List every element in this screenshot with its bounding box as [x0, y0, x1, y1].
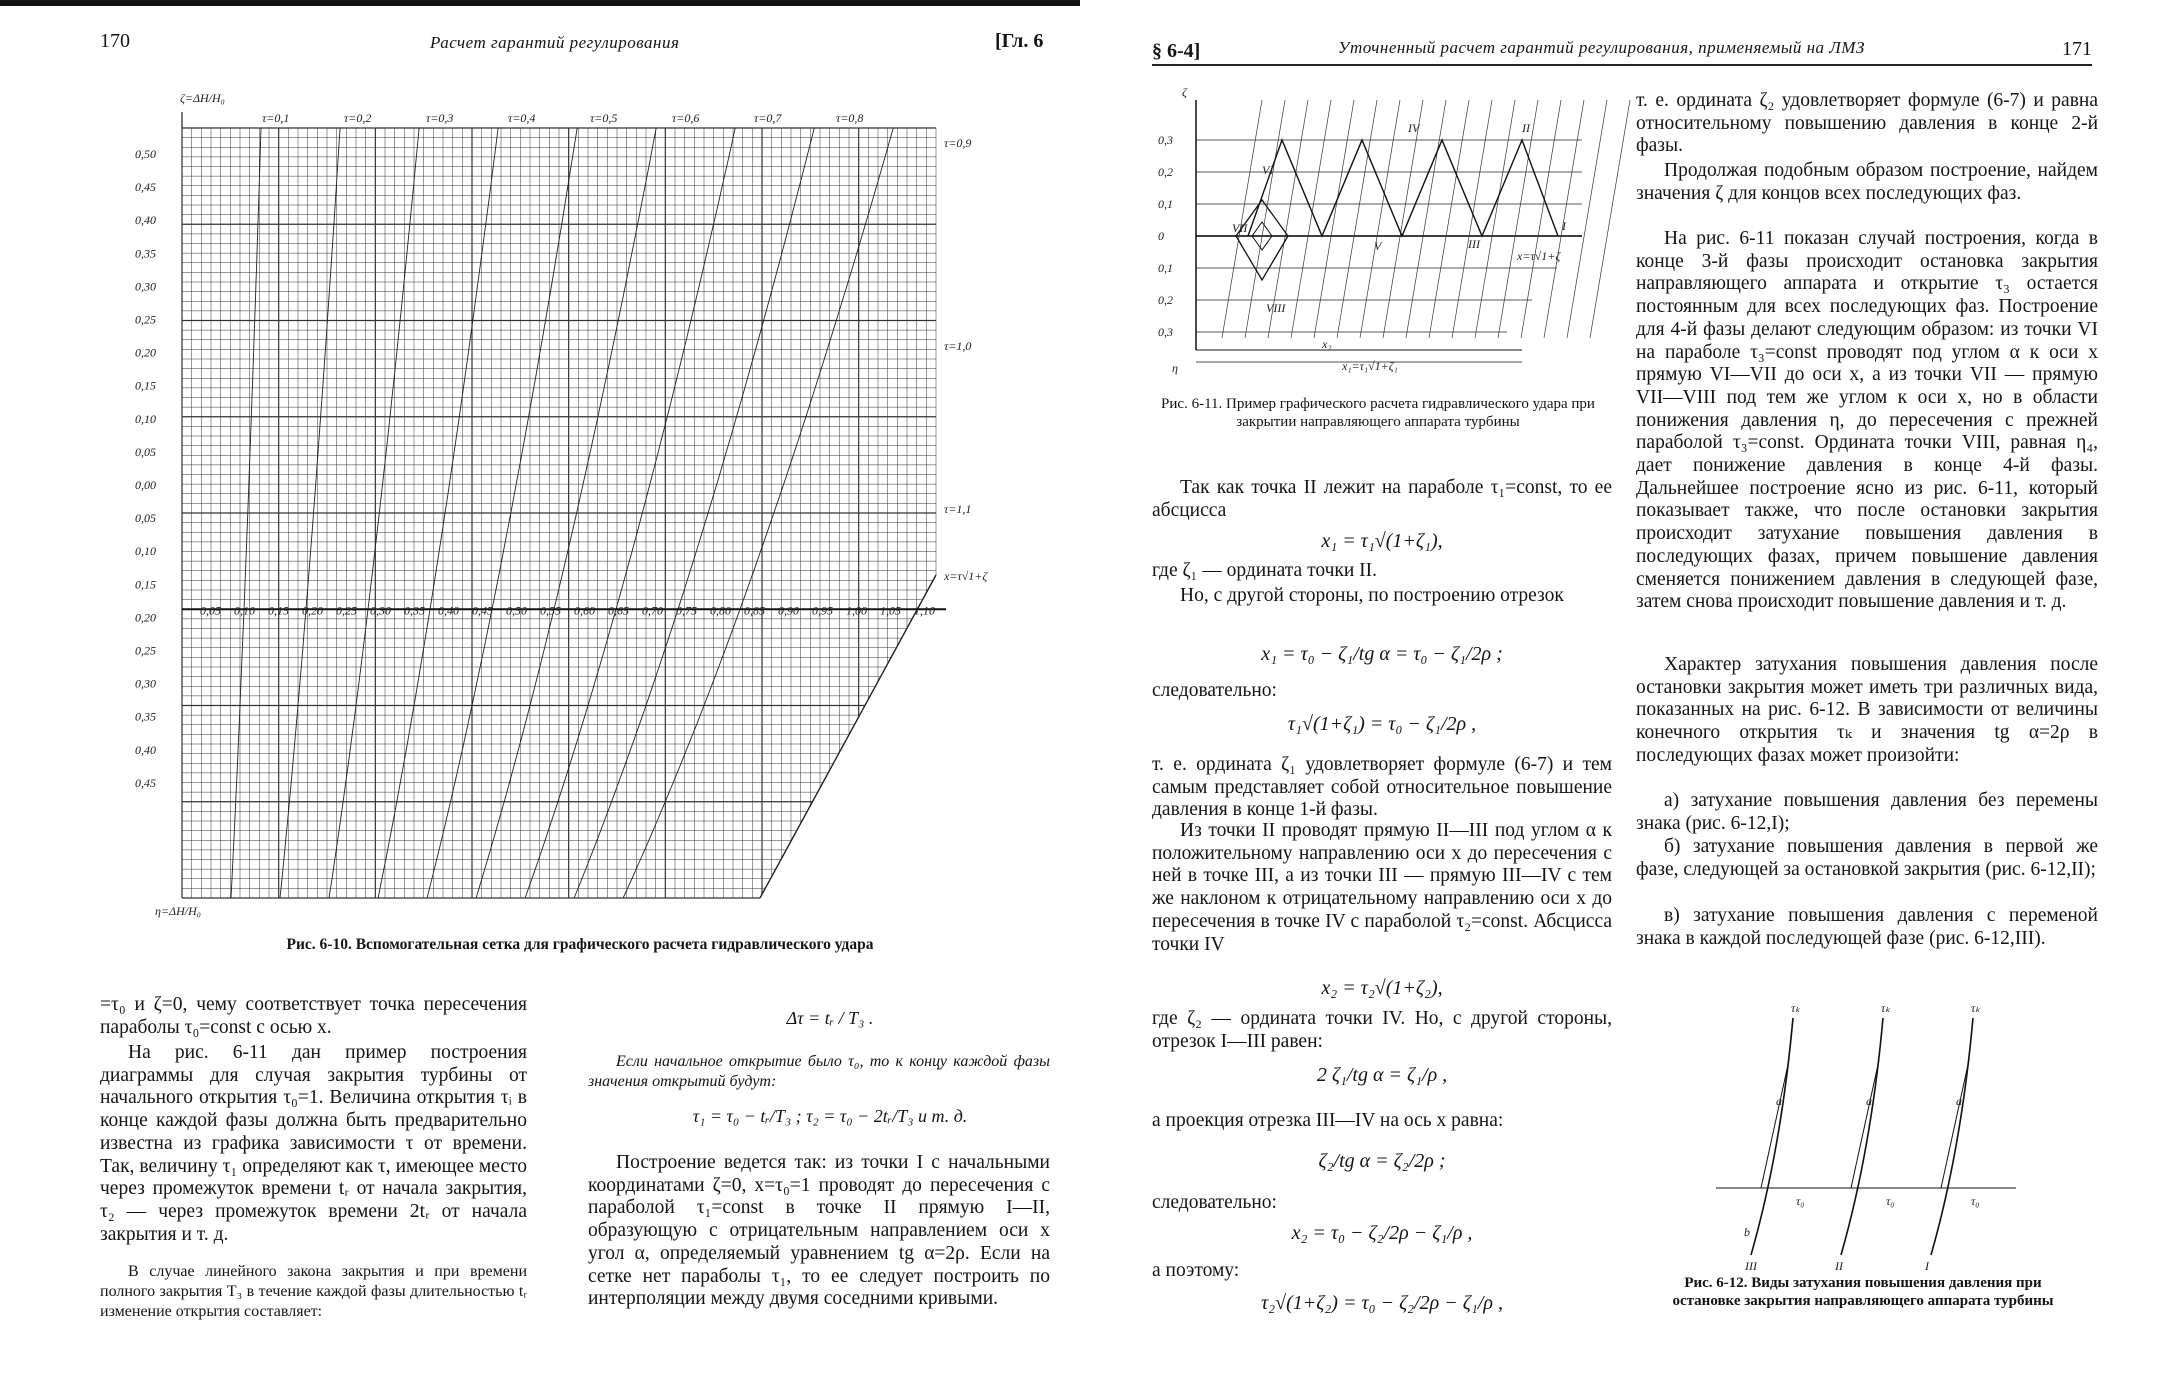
figure-6-10-grid: [0, 0, 1000, 918]
right-eq8: τ₂√(1+ζ₂) = τ₀ − ζ₂/2ρ − ζ₁/ρ ,: [1261, 1292, 1503, 1314]
tau-label: τ=0,4: [508, 111, 536, 125]
fig612-a: a: [1776, 1094, 1782, 1108]
x-tick-label: 0,70: [642, 603, 663, 618]
x-tick-label: 0,60: [574, 603, 595, 618]
fig612-b: b: [1744, 1225, 1750, 1239]
right-col1-p3: Но, с другой стороны, по построению отрезок: [1180, 585, 1564, 606]
x-tick-label: 0,30: [370, 603, 391, 618]
right-col2-p7: в) затухание повышения давления с переменой знака в каждой последующей фазе (рис. 6-12,III).: [1636, 905, 2098, 949]
fig611-tick: 0,2: [1158, 293, 1173, 307]
x-tick-label: 1,00: [846, 603, 867, 618]
fig611-roman: IV: [1408, 121, 1420, 135]
fig611-zigzag: [1248, 140, 1558, 236]
right-col2-p6: б) затухание повышения давления в первой же фазе, следующей за остановкой закрытия (рис. 6-12,II);: [1636, 836, 2098, 880]
fig611-tau-line: [1567, 100, 1607, 338]
fig612-a: a: [1866, 1094, 1872, 1108]
fig611-tau-line: [1360, 100, 1400, 338]
fig611-tau-line: [1222, 100, 1262, 338]
fig611-roman: VIII: [1266, 301, 1286, 315]
left-col1-p3: В случае линейного закона закрытия и при времени полного закрытия T₃ в течение каждой фазы длительностью tᵣ изменение открытия составляет:: [100, 1263, 527, 1320]
tau-label-right: τ=1,1: [944, 502, 972, 516]
fig611-tau-line: [1383, 100, 1423, 338]
fig611-roman: VI: [1262, 163, 1274, 177]
fig611-tau-line: [1337, 100, 1377, 338]
fig611-x-eq: x=τ√1+ζ: [1517, 249, 1561, 263]
x-tick-label: 0,15: [268, 603, 289, 618]
tau-label: τ=0,8: [836, 111, 864, 125]
page-number: 170: [100, 30, 130, 52]
fig611-tau-line: [1590, 100, 1630, 338]
figure-6-12-diagram: [1716, 1000, 2016, 1290]
fig611-tau-line: [1429, 100, 1469, 338]
fig612-construction: [1761, 1060, 1796, 1188]
fig612-roman: I: [1925, 1259, 1929, 1273]
y-tick-label: 0,25: [135, 643, 156, 658]
y-tick-label: 0,10: [135, 544, 156, 559]
fig612-tau-0: τ₀: [1886, 1194, 1895, 1208]
right-col2-p2: Продолжая подобным образом построение, найдем значения ζ для концов всех последующих фаз.: [1636, 160, 2098, 204]
fig611-tau-line: [1521, 100, 1561, 338]
fig612-tau-k: τₖ: [1971, 1001, 1981, 1015]
chapter-label: [Гл. 6: [995, 30, 1044, 52]
fig611-roman: I: [1562, 219, 1566, 233]
fig612-tau-0: τ₀: [1796, 1194, 1805, 1208]
figure-6-12-caption: Рис. 6-12. Виды затухания повышения давления при остановке закрытия направляющего аппарата турбины: [1672, 1275, 2054, 1309]
x-axis-label: x=τ√1+ζ: [944, 569, 988, 583]
fig612-roman: II: [1835, 1259, 1843, 1273]
right-eq3: τ₁√(1+ζ₁) = τ₀ − ζ₁/2ρ ,: [1287, 713, 1477, 735]
x-tick-label: 0,25: [336, 603, 357, 618]
right-eq1: x₁ = τ₁√(1+ζ₁),: [1321, 530, 1443, 552]
fig611-x1: x₁=τ₁√1+ζ₁: [1342, 359, 1398, 373]
tau-label: τ=0,6: [672, 111, 700, 125]
right-col1-p2: где ζ₁ — ордината точки II.: [1152, 560, 1378, 581]
x-tick-label: 0,95: [812, 603, 833, 618]
fig611-eta: η: [1172, 361, 1178, 375]
right-eq7: x₂ = τ₀ − ζ₂/2ρ − ζ₁/ρ ,: [1291, 1222, 1473, 1244]
fig611-tick: 0,1: [1158, 197, 1173, 211]
fig611-tick: 0,3: [1158, 133, 1173, 147]
figure-6-11-caption: Рис. 6-11. Пример графического расчета гидравлического удара при закрытии направляющего аппарата турбины: [1161, 396, 1595, 430]
y-tick-label: 0,30: [135, 279, 156, 294]
y-tick-label: 0,30: [135, 676, 156, 691]
fig612-a: a: [1956, 1094, 1962, 1108]
x-tick-label: 0,55: [540, 603, 561, 618]
y-tick-label: 0,00: [135, 478, 156, 492]
fig611-zeta: ζ: [1182, 85, 1187, 99]
right-col1-p7: где ζ₂ — ордината точки IV. Но, с другой стороны, отрезок I—III равен:: [1152, 1008, 1612, 1052]
x-tick-label: 1,05: [880, 603, 901, 618]
left-eq-tau-values: τ₁ = τ₀ − tᵣ/T₃ ; τ₂ = τ₀ − 2tᵣ/T₃ и т. д.: [692, 1106, 968, 1126]
x-tick-label: 0,40: [438, 603, 459, 618]
tau-label: τ=0,1: [262, 111, 290, 125]
tau-label-right: τ=0,9: [944, 136, 972, 150]
fig612-roman: III: [1745, 1259, 1757, 1273]
fig612-tau-k: τₖ: [1881, 1001, 1891, 1015]
tau-label-right: τ=1,0: [944, 339, 972, 353]
left-col2-p1: Если начальное открытие было τ₀, то к концу каждой фазы значения открытий будут:: [588, 1053, 1050, 1090]
y-tick-label: 0,05: [135, 444, 156, 459]
y-tick-label: 0,20: [135, 345, 156, 360]
y-tick-label: 0,20: [135, 610, 156, 625]
grid-cut-edge: [760, 575, 936, 898]
x-tick-label: 0,75: [676, 603, 697, 618]
x-tick-label: 0,90: [778, 603, 799, 618]
fig611-roman: V: [1374, 239, 1382, 253]
y-tick-label: 0,35: [135, 246, 156, 261]
x-tick-label: 0,80: [710, 603, 731, 618]
fig611-tau-line: [1314, 100, 1354, 338]
right-eq5: 2 ζ₁/tg α = ζ₁/ρ ,: [1316, 1064, 1448, 1086]
right-col1-p6: Из точки II проводят прямую II—III под углом α к положительному направлению оси x до пересечения с ней в точке III, а из точки III — прямую III—IV с тем же наклоном к отрицательному направлению оси x до пересечения в точке IV с параболой τ₂=const. Абсцисса точки IV: [1152, 820, 1612, 955]
header-rule: [1152, 64, 2092, 66]
fig611-tau-line: [1291, 100, 1331, 338]
left-col1-p2: На рис. 6-11 дан пример построения диаграммы для случая закрытия турбины от начального открытия τ₀=1. Величина открытия τᵢ в конце каждой фазы должна быть предварительно известна из графика зависимости τ от времени. Так, величину τ₁ определяют как τ, имеющее место через промежуток времени tᵣ от начала закрытия, τ₂ — через промежуток времени 2tᵣ от начала закрытия и т. д.: [100, 1042, 527, 1245]
fig611-roman: VII: [1232, 221, 1248, 235]
x-tick-label: 0,35: [404, 603, 425, 618]
figure-6-10-caption: Рис. 6-10. Вспомогательная сетка для графического расчета гидравлического удара: [286, 936, 874, 953]
fig611-tick: 0,2: [1158, 165, 1173, 179]
fig612-tau-0: τ₀: [1971, 1194, 1980, 1208]
y-tick-label: 0,45: [135, 775, 156, 790]
fig611-tau-line: [1452, 100, 1492, 338]
y-tick-label: 0,15: [135, 577, 156, 592]
fig611-tau-line: [1498, 100, 1538, 338]
fig611-tau-line: [1406, 100, 1446, 338]
fig611-roman: II: [1522, 121, 1530, 135]
right-eq2: x₁ = τ₀ − ζ₁/tg α = τ₀ − ζ₁/2ρ ;: [1261, 643, 1503, 665]
x-tick-label: 0,05: [200, 603, 221, 618]
fig611-tick: 0,1: [1158, 261, 1173, 275]
left-col1-p1: =τ₀ и ζ=0, чему соответствует точка пересечения параболы τ₀=const с осью x.: [100, 994, 527, 1038]
fig611-tick: 0: [1158, 229, 1164, 243]
right-col1-p1: Так как точка II лежит на параболе τ₁=const, то ее абсцисса: [1152, 477, 1612, 521]
x-tick-label: 0,85: [744, 603, 765, 618]
y-tick-label: 0,45: [135, 180, 156, 195]
right-col2-p3: На рис. 6-11 показан случай построения, когда в конце 3-й фазы происходит остановка закрытия направляющего аппарата и открытие τ₃ остается постоянным для всех последующих фаз. Построение для 4-й фазы делают следующим образом: из точки VI на параболе τ₃=const проводят под углом α к оси x прямую VI—VII до оси x, а из точки VII — прямую VII—VIII под тем же углом к оси x, но в области понижения давления η, до пересечения с прежней параболой τ₃=const. Ордината точки VIII, равная η₄, дает понижение давления в конце 4-й фазы. Дальнейшее построение ясно из рис. 6-11, который показывает также, что после остановки закрытия происходит затухание повышения давления в последующих фазах, причем повышение давления сменяется понижением давления в следующей фазе, затем снова происходит повышение давления и т. д.: [1636, 228, 2098, 613]
right-page: [1088, 0, 2176, 1396]
left-col2-p2: Построение ведется так: из точки I с начальными координатами ζ=0, x=τ₀=1 проводят до пересечения с параболой τ₁=const в точке II прямую I—II, образующую с отрицательным направлением оси x угол α, определяемый уравнением tg α=2ρ. Если на сетке нет параболы τ₁, то ее следует построить по интерполяции между двумя соседними кривыми.: [588, 1152, 1050, 1310]
right-col1-p4: следовательно:: [1152, 680, 1277, 701]
left-eq-delta-tau: Δτ = tᵣ / T₃ .: [786, 1008, 874, 1028]
y-tick-label: 0,25: [135, 312, 156, 327]
right-eq4: x₂ = τ₂√(1+ζ₂),: [1321, 977, 1443, 999]
tau-label: τ=0,7: [754, 111, 782, 125]
x-tick-label: 0,20: [302, 603, 323, 618]
right-col1-p9: следовательно:: [1152, 1192, 1277, 1213]
x-tick-label: 0,50: [506, 603, 527, 618]
y-tick-label: 0,50: [135, 147, 156, 161]
fig611-x2: x₂: [1322, 337, 1332, 351]
right-col2-p1: т. е. ордината ζ₂ удовлетворяет формуле (6-7) и равна относительному повышению давления в конце 2-й фазы.: [1636, 90, 2098, 157]
tau-label: τ=0,3: [426, 111, 454, 125]
figure-6-11-diagram: [1152, 80, 1622, 400]
y-tick-label: 0,05: [135, 511, 156, 526]
right-col1-p5: т. е. ордината ζ₁ удовлетворяет формуле (6-7) и тем самым представляет собой относительное повышение давления в конце 1-й фазы.: [1152, 754, 1612, 821]
y-tick-label: 0,40: [135, 213, 156, 228]
fig612-tau-k: τₖ: [1791, 1001, 1801, 1015]
section-label: § 6-4]: [1152, 40, 1201, 62]
right-col1-p8: а проекция отрезка III—IV на ось x равна:: [1152, 1110, 1504, 1131]
tau-label: τ=0,5: [590, 111, 618, 125]
y-tick-label: 0,40: [135, 742, 156, 757]
running-head: Расчет гарантий регулирования: [430, 33, 680, 52]
y-axis-label-top: ζ=ΔH/H₀: [180, 91, 225, 105]
tau-label: τ=0,2: [344, 111, 372, 125]
right-eq6: ζ₂/tg α = ζ₂/2ρ ;: [1318, 1150, 1446, 1172]
y-tick-label: 0,35: [135, 709, 156, 724]
running-head-right: Уточненный расчет гарантий регулирования, применяемый на ЛМЗ: [1338, 38, 1865, 57]
right-col1-p10: а поэтому:: [1152, 1260, 1240, 1281]
fig611-tau-line: [1475, 100, 1515, 338]
page-number-right: 171: [2062, 38, 2092, 60]
y-axis-label-bottom: η=ΔH/H₀: [155, 904, 201, 918]
y-tick-label: 0,15: [135, 378, 156, 393]
x-tick-label: 0,10: [234, 603, 255, 618]
fig612-construction: [1851, 1060, 1886, 1188]
x-tick-label: 0,65: [608, 603, 629, 618]
fig611-tick: 0,3: [1158, 325, 1173, 339]
y-tick-label: 0,10: [135, 411, 156, 426]
x-tick-label: 0,45: [472, 603, 493, 618]
right-col2-p4: Характер затухания повышения давления после остановки закрытия может иметь три различных вида, показанных на рис. 6-12. В зависимости от величины конечного открытия τₖ и значения tg α=2ρ в последующих фазах может произойти:: [1636, 654, 2098, 766]
fig612-construction: [1941, 1060, 1976, 1188]
x-tick-label: 1,10: [914, 603, 935, 618]
fig611-roman: III: [1468, 237, 1480, 251]
right-col2-p5: а) затухание повышения давления без перемены знака (рис. 6-12,I);: [1636, 790, 2098, 834]
